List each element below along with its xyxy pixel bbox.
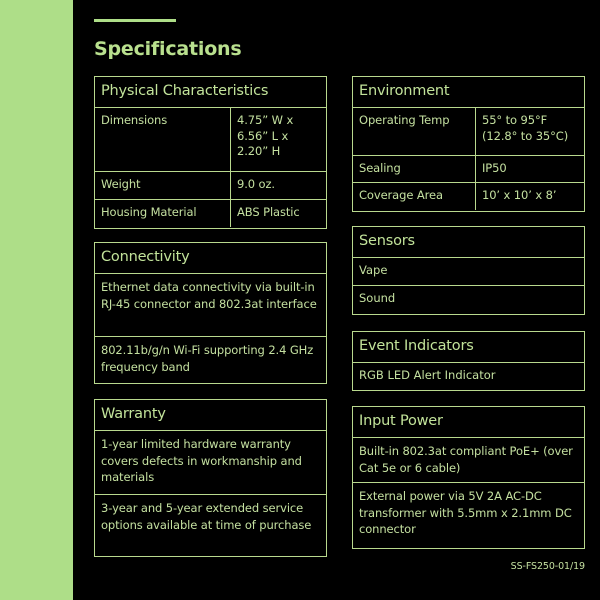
event-indicators-table: [352, 331, 585, 391]
dimensions-value: 4.75” W x 6.56” L x 2.20” H: [237, 113, 294, 158]
connectivity-heading: Connectivity: [95, 243, 326, 274]
table-row: [353, 156, 584, 183]
input-power-heading: Input Power: [353, 407, 584, 438]
sensors-table: [352, 226, 585, 315]
table-row: [95, 108, 326, 172]
sensors-heading: Sensors: [353, 227, 584, 258]
dimensions-label: Dimensions: [95, 108, 231, 171]
connectivity-ethernet-text: Ethernet data connectivity via built-in RJ-45 connector and 802.3at interface: [95, 274, 326, 337]
weight-value: 9.0 oz.: [237, 177, 275, 191]
operating-temp-value: 55° to 95°F (12.8° to 35°C): [482, 113, 569, 143]
environment-heading: Environment: [353, 77, 584, 108]
warranty-extended-text: 3-year and 5-year extended service options available at time of purchase: [101, 501, 312, 532]
weight-label: Weight: [95, 172, 231, 199]
input-power-external-text: External power via 5V 2A AC-DC transformer with 5.5mm x 2.1mm DC connector: [359, 489, 572, 536]
housing-material-label: Housing Material: [95, 200, 231, 227]
table-row: [353, 183, 584, 210]
title-rule: [94, 19, 176, 22]
input-power-poe-text: Built-in 802.3at compliant PoE+ (over Cat 5e or 6 cable): [353, 438, 584, 483]
list-item: Vape: [353, 258, 584, 286]
connectivity-wifi-text: 802.11b/g/n Wi-Fi supporting 2.4 GHz frequency band: [101, 343, 314, 374]
page-title: Specifications: [94, 38, 242, 60]
list-item: RGB LED Alert Indicator: [359, 368, 496, 382]
warranty-hardware-text: 1-year limited hardware warranty covers defects in workmanship and materials: [95, 431, 326, 495]
document-code: SS-FS250-01/19: [510, 561, 585, 572]
coverage-area-value: 10’ x 10’ x 8’: [482, 188, 557, 202]
warranty-heading: Warranty: [95, 400, 326, 431]
sealing-value: IP50: [482, 161, 507, 175]
left-accent-stripe: [0, 0, 73, 600]
input-power-table: [352, 406, 585, 549]
table-row: [353, 108, 584, 156]
operating-temp-label: Operating Temp: [353, 108, 476, 155]
event-indicators-heading: Event Indicators: [353, 332, 584, 363]
table-row: [95, 200, 326, 227]
housing-material-value: ABS Plastic: [237, 205, 300, 219]
physical-characteristics-heading: Physical Characteristics: [95, 77, 326, 108]
sealing-label: Sealing: [353, 156, 476, 182]
environment-table: [352, 76, 585, 212]
physical-characteristics-table: [94, 76, 327, 229]
warranty-table: [94, 399, 327, 557]
connectivity-table: [94, 242, 327, 384]
list-item: Sound: [359, 291, 396, 305]
table-row: [95, 172, 326, 200]
coverage-area-label: Coverage Area: [353, 183, 476, 210]
